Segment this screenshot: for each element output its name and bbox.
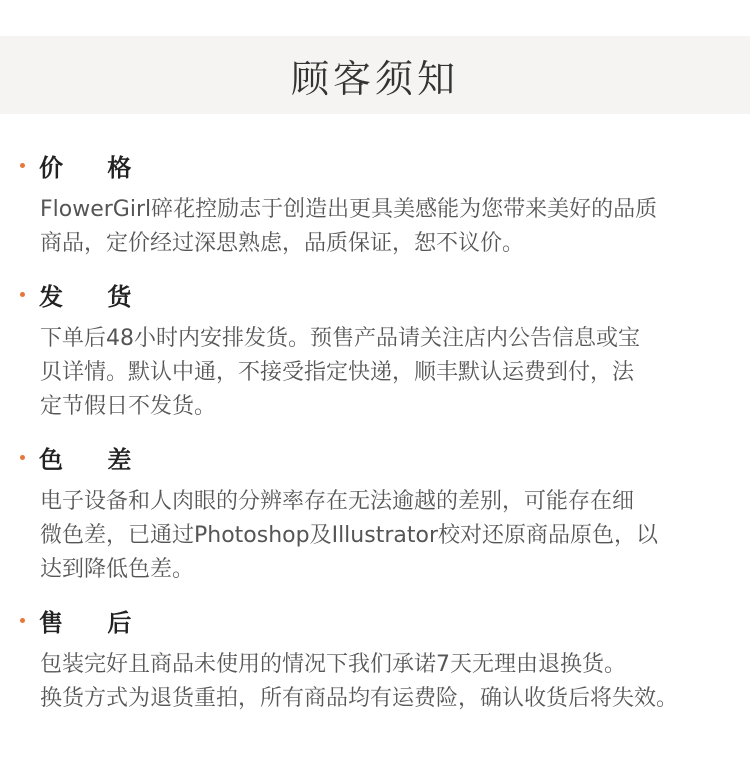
body-line: 贝详情。默认中通，不接受指定快递，顺丰默认运费到付，法 — [40, 360, 635, 385]
section-title: 售 后 — [39, 608, 150, 637]
bullet-dot-icon — [20, 292, 25, 297]
body-line: 换货方式为退货重拍，所有商品均有运费险，确认收货后将失效。 — [40, 686, 679, 711]
section-title: 价 格 — [39, 153, 150, 182]
section-heading — [20, 149, 149, 181]
body-line: 电子设备和人肉眼的分辨率存在无法逾越的差别，可能存在细 — [40, 489, 635, 514]
section-body — [40, 648, 740, 716]
section-heading — [20, 278, 149, 310]
section-title: 色 差 — [39, 445, 150, 474]
section-title: 发 货 — [39, 282, 150, 311]
bullet-dot-icon — [20, 618, 25, 623]
section-body — [40, 322, 740, 424]
section-body — [40, 193, 740, 261]
section-heading — [20, 441, 149, 473]
bullet-dot-icon — [20, 455, 25, 460]
body-line: 达到降低色差。 — [40, 557, 195, 582]
body-line: 定节假日不发货。 — [40, 394, 217, 419]
page-title: 顾客须知 — [290, 56, 459, 101]
body-line: 包装完好且商品未使用的情况下我们承诺7天无理由退换货。 — [40, 652, 626, 677]
body-line: 微色差，已通过Photoshop及Illustrator校对还原商品原色，以 — [40, 523, 658, 548]
body-line: FlowerGirl碎花控励志于创造出更具美感能为您带来美好的品质 — [40, 197, 658, 222]
notice-header — [0, 36, 750, 114]
body-line: 下单后48小时内安排发货。预售产品请关注店内公告信息或宝 — [40, 326, 640, 351]
section-heading — [20, 604, 149, 636]
body-line: 商品，定价经过深思熟虑，品质保证，恕不议价。 — [40, 231, 525, 256]
bullet-dot-icon — [20, 163, 25, 168]
section-body — [40, 485, 740, 587]
